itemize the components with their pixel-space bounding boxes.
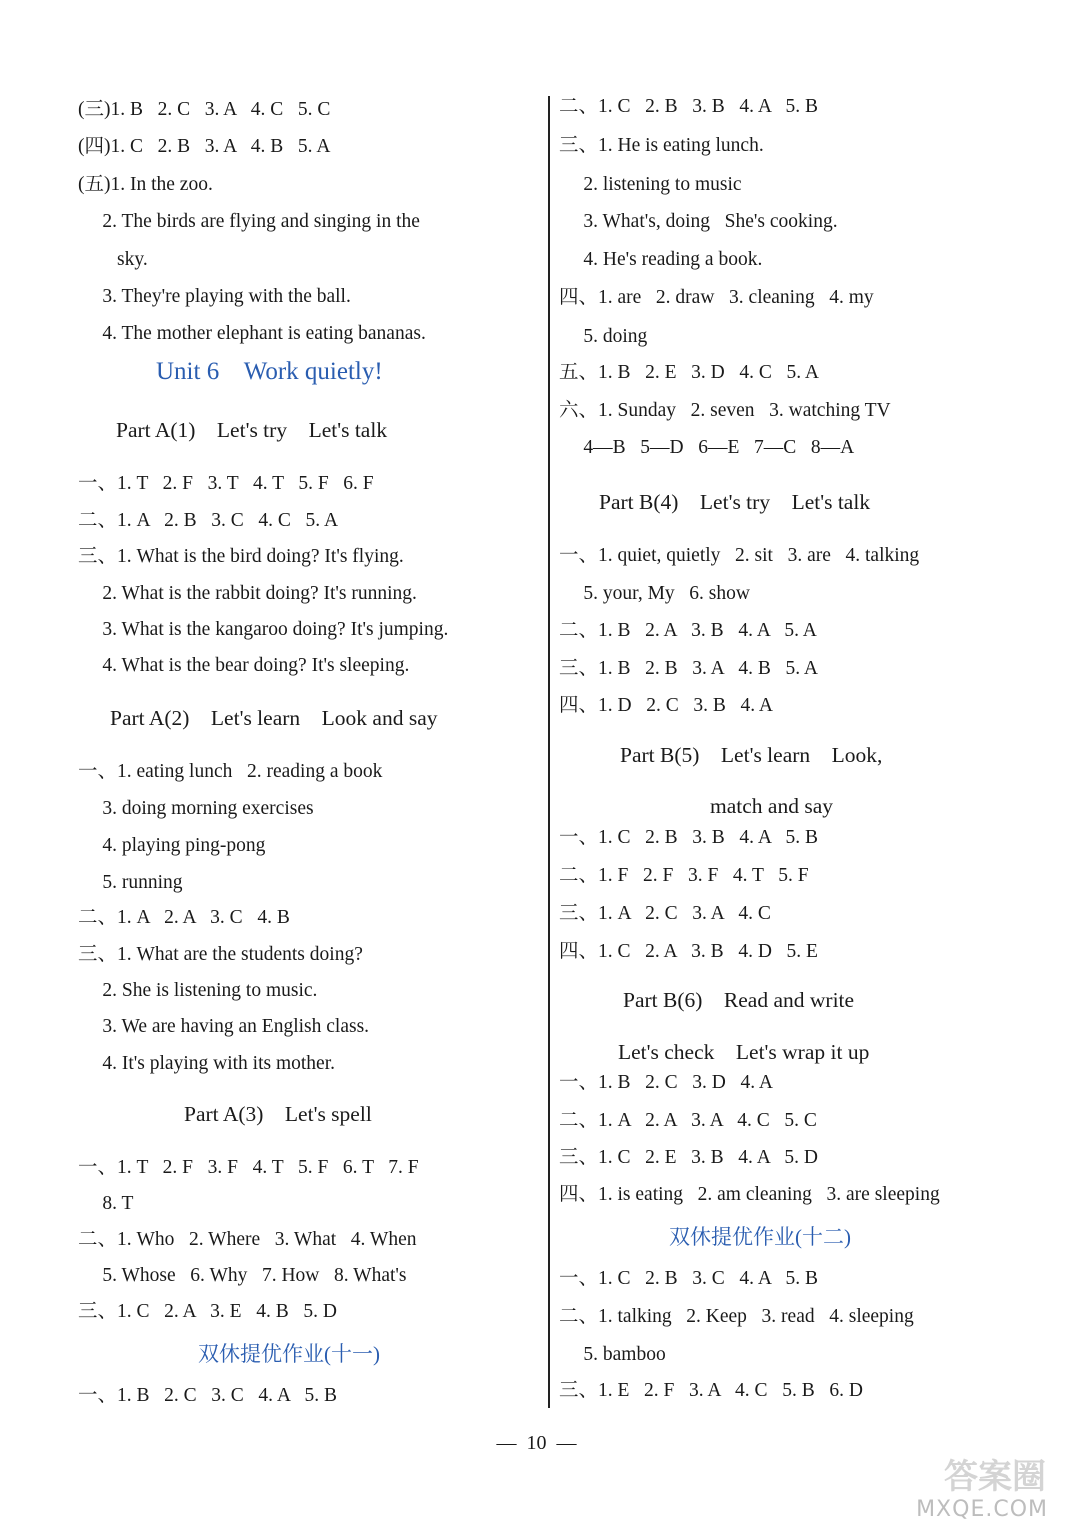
unit-title: Unit 6 Work quietly! [156, 358, 383, 385]
answer-line: sky. [78, 249, 148, 270]
answer-line: 一、1. C 2. B 3. C 4. A 5. B [559, 1268, 818, 1289]
section-heading: Part B(6) Read and write [623, 988, 855, 1012]
answer-line: 一、1. T 2. F 3. F 4. T 5. F 6. T 7. F [78, 1157, 419, 1178]
weekend-homework-heading: 双休提优作业(十二) [669, 1225, 851, 1249]
answer-line: 一、1. B 2. C 3. C 4. A 5. B [78, 1385, 337, 1406]
answer-line: 一、1. eating lunch 2. reading a book [78, 761, 383, 782]
answer-line: 4. playing ping-pong [78, 835, 266, 856]
answer-line: 4. What is the bear doing? It's sleeping. [78, 655, 410, 676]
answer-line: 三、1. C 2. E 3. B 4. A 5. D [559, 1147, 818, 1168]
answer-line: 二、1. B 2. A 3. B 4. A 5. A [559, 620, 817, 641]
answer-line: 5. running [78, 872, 183, 893]
answer-line: 三、1. C 2. A 3. E 4. B 5. D [78, 1301, 337, 1322]
answer-line: 4. The mother elephant is eating bananas. [78, 323, 426, 344]
answer-line: 三、1. B 2. B 3. A 4. B 5. A [559, 658, 818, 679]
answer-line: (五)1. In the zoo. [78, 174, 213, 195]
answer-line: 二、1. F 2. F 3. F 4. T 5. F [559, 865, 809, 886]
answer-line: 二、1. A 2. B 3. C 4. C 5. A [78, 510, 339, 531]
answer-line: 三、1. What is the bird doing? It's flying. [78, 546, 404, 567]
section-heading: Let's check Let's wrap it up [618, 1040, 870, 1064]
answer-line: 3. They're playing with the ball. [78, 286, 351, 307]
answer-line: 三、1. He is eating lunch. [559, 135, 764, 156]
section-heading: Part A(1) Let's try Let's talk [116, 418, 388, 442]
answer-line: 一、1. B 2. C 3. D 4. A [559, 1072, 773, 1093]
watermark [900, 1457, 1060, 1530]
page-number: — 10 — [496, 1432, 577, 1454]
answer-line: 8. T [78, 1193, 134, 1214]
answer-line: (四)1. C 2. B 3. A 4. B 5. A [78, 136, 331, 157]
answer-line: 3. What is the kangaroo doing? It's jumping. [78, 619, 449, 640]
answer-line: 2. listening to music [559, 174, 742, 195]
answer-line: 一、1. C 2. B 3. B 4. A 5. B [559, 827, 818, 848]
answer-line: 二、1. A 2. A 3. C 4. B [78, 907, 290, 928]
answer-line: 三、1. E 2. F 3. A 4. C 5. B 6. D [559, 1380, 863, 1401]
section-heading: Part B(4) Let's try Let's talk [599, 490, 871, 514]
answer-line: 五、1. B 2. E 3. D 4. C 5. A [559, 362, 820, 383]
answer-line: 5. doing [559, 326, 648, 347]
section-heading: Part A(3) Let's spell [184, 1102, 372, 1126]
answer-line: 4. He's reading a book. [559, 249, 763, 270]
weekend-homework-heading: 双休提优作业(十一) [198, 1342, 380, 1366]
watermark-text: MXQE.COM [916, 1497, 1048, 1522]
answer-line: 5. Whose 6. Why 7. How 8. What's [78, 1265, 407, 1286]
answer-line: 一、1. quiet, quietly 2. sit 3. are 4. talking [559, 545, 920, 566]
answer-line: 四、1. D 2. C 3. B 4. A [559, 695, 773, 716]
answer-line: 二、1. C 2. B 3. B 4. A 5. B [559, 96, 818, 117]
answer-line: 2. The birds are flying and singing in the [78, 211, 420, 232]
answer-line: 三、1. What are the students doing? [78, 944, 363, 965]
section-heading: Part B(5) Let's learn Look, [620, 743, 883, 767]
answer-line: 二、1. Who 2. Where 3. What 4. When [78, 1229, 417, 1250]
answer-line: 四、1. are 2. draw 3. cleaning 4. my [559, 287, 874, 308]
answer-line: 3. What's, doing She's cooking. [559, 211, 838, 232]
section-heading: Part A(2) Let's learn Look and say [110, 706, 438, 730]
watermark-logo-icon: 答案圈 [944, 1457, 1046, 1497]
answer-line: 二、1. talking 2. Keep 3. read 4. sleeping [559, 1306, 914, 1327]
answer-line: 四、1. is eating 2. am cleaning 3. are sleeping [559, 1184, 940, 1205]
answer-line: 六、1. Sunday 2. seven 3. watching TV [559, 400, 891, 421]
answer-line: 4. It's playing with its mother. [78, 1053, 336, 1074]
answer-line: 3. doing morning exercises [78, 798, 314, 819]
answer-line: 二、1. A 2. A 3. A 4. C 5. C [559, 1110, 817, 1131]
answer-line: 四、1. C 2. A 3. B 4. D 5. E [559, 941, 818, 962]
answer-line: 3. We are having an English class. [78, 1016, 370, 1037]
answer-line: 5. bamboo [559, 1344, 666, 1365]
column-divider [548, 96, 550, 1408]
section-heading: match and say [710, 794, 833, 818]
answer-line: 4—B 5—D 6—E 7—C 8—A [559, 437, 855, 458]
answer-line: (三)1. B 2. C 3. A 4. C 5. C [78, 99, 331, 120]
answer-line: 2. What is the rabbit doing? It's running. [78, 583, 417, 604]
answer-line: 2. She is listening to music. [78, 980, 318, 1001]
answer-line: 一、1. T 2. F 3. T 4. T 5. F 6. F [78, 473, 374, 494]
answer-line: 5. your, My 6. show [559, 583, 750, 604]
answer-line: 三、1. A 2. C 3. A 4. C [559, 903, 771, 924]
